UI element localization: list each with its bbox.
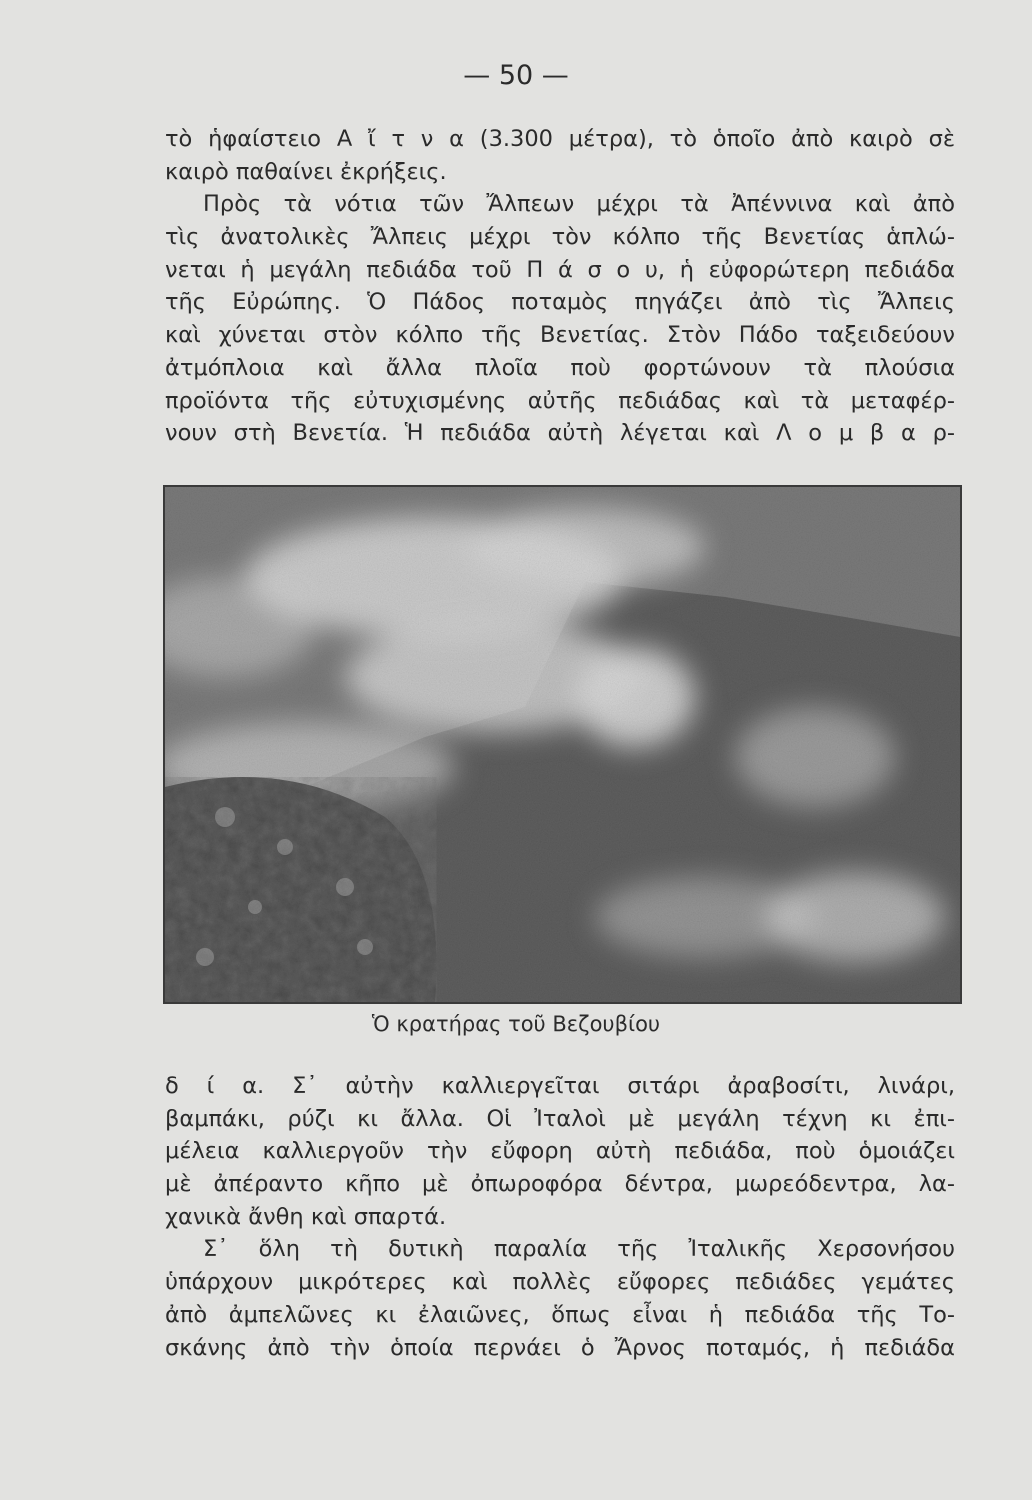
- vesuvius-crater-photo: [163, 485, 962, 1004]
- text-line: νουν στὴ Βενετία. Ἡ πεδιάδα αὐτὴ λέγεται καὶ Λ ο μ β α ρ-: [165, 420, 955, 447]
- text-line: χανικὰ ἄνθη καὶ σπαρτά.: [165, 1203, 447, 1230]
- text-line: Σ᾽ ὅλη τὴ δυτικὴ παραλία τῆς Ἰταλικῆς Χερσονήσου: [203, 1236, 955, 1263]
- text-line: τὸ ἡφαίστειο Α ἴ τ ν α (3.300 μέτρα), τὸ ὁποῖο ἀπὸ καιρὸ σὲ: [165, 126, 955, 152]
- text-line: σκάνης ἀπὸ τὴν ὁποία περνάει ὁ Ἄρνος ποταμός, ἡ πεδιάδα: [165, 1334, 955, 1361]
- text-line: μέλεια καλλιεργοῦν τὴν εὔφορη αὐτὴ πεδιάδα, ποὺ ὁμοιάζει: [165, 1138, 955, 1165]
- bottom-text-block: [165, 1070, 955, 1364]
- figure-caption: Ὁ κρατήρας τοῦ Βεζουβίου: [371, 1012, 661, 1036]
- top-text-block: [165, 123, 955, 450]
- text-line: τὶς ἀνατολικὲς Ἄλπεις μέχρι τὸν κόλπο τῆς Βενετίας ἁπλώ-: [165, 224, 955, 251]
- text-line: καιρὸ παθαίνει ἐκρήξεις.: [165, 158, 447, 185]
- text-line: τῆς Εὐρώπης. Ὁ Πάδος ποταμὸς πηγάζει ἀπὸ τὶς Ἄλπεις: [165, 289, 955, 316]
- text-line: καὶ χύνεται στὸν κόλπο τῆς Βενετίας. Στὸν Πάδο ταξειδεύουν: [165, 322, 955, 349]
- text-line: Πρὸς τὰ νότια τῶν Ἄλπεων μέχρι τὰ Ἀπέννινα καὶ ἀπὸ: [203, 191, 955, 218]
- text-line: δ ί α. Σ᾽ αὐτὴν καλλιεργεῖται σιτάρι ἀραβοσίτι, λινάρι,: [165, 1073, 955, 1099]
- text-line: προϊόντα τῆς εὐτυχισμένης αὐτῆς πεδιάδας καὶ τὰ μεταφέρ-: [165, 387, 955, 414]
- text-line: ἀπὸ ἀμπελῶνες κι ἐλαιῶνες, ὅπως εἶναι ἡ πεδιάδα τῆς Το-: [165, 1301, 955, 1328]
- page-number: — 50 —: [463, 60, 569, 91]
- text-line: ἀτμόπλοια καὶ ἄλλα πλοῖα ποὺ φορτώνουν τὰ πλούσια: [165, 354, 955, 381]
- text-line: μὲ ἀπέραντο κῆπο μὲ ὀπωροφόρα δέντρα, μωρεόδεντρα, λα-: [165, 1171, 955, 1198]
- text-line: βαμπάκι, ρύζι κι ἄλλα. Οἱ Ἰταλοὶ μὲ μεγάλη τέχνη κι ἐπι-: [165, 1105, 955, 1132]
- text-line: νεται ἡ μεγάλη πεδιάδα τοῦ Π ά σ ο υ, ἡ εὐφορώτερη πεδιάδα: [165, 256, 955, 283]
- text-line: ὑπάρχουν μικρότερες καὶ πολλὲς εὔφορες πεδιάδες γεμάτες: [165, 1269, 955, 1296]
